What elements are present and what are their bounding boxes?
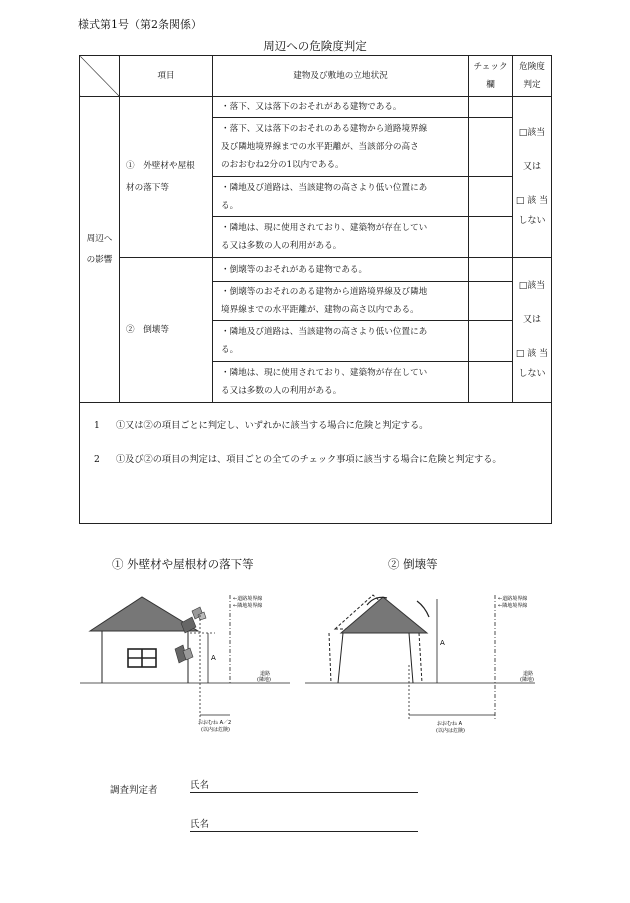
item-collapse: ② 倒壊等 — [120, 258, 213, 403]
header-situation: 建物及び敷地の立地状況 — [213, 56, 469, 97]
header-item: 項目 — [120, 56, 213, 97]
table-header-row — [80, 56, 552, 97]
check-box-cell[interactable] — [469, 177, 513, 217]
hazard-judgment-table — [79, 55, 552, 524]
table-row — [80, 97, 552, 118]
notes-row — [80, 403, 552, 524]
road-label: 道路 — [523, 671, 534, 677]
inspector-role-label: 調査判定者 — [110, 785, 158, 796]
falling-debris-icon — [175, 607, 206, 663]
condition-text: ・隣地は、現に使用されており、建築物が存在してい る又は多数の人の利用がある。 — [213, 362, 469, 403]
road-sublabel: (隣地) — [257, 677, 271, 683]
distance-sublabel: (以内は危険) — [201, 727, 230, 733]
condition-text: ・落下、又は落下のおそれのある建物から道路境界線 及び隣地境界線までの水平距離が、当該部分の高さ のおおむね2分の1以内である。 — [213, 118, 469, 177]
house-1-illustration — [90, 597, 198, 683]
figure-2-diagram — [305, 585, 550, 745]
check-box-cell[interactable] — [469, 258, 513, 282]
document-title: 周辺への危険度判定 — [263, 39, 367, 53]
name-field-1[interactable]: 氏名 — [190, 780, 418, 793]
check-box-cell[interactable] — [469, 118, 513, 177]
neighbor-boundary-label: ←隣地境界線 — [233, 603, 263, 609]
judgment-applicable[interactable]: □該当 — [518, 128, 546, 138]
check-box-cell[interactable] — [469, 282, 513, 321]
road-boundary-label: ←道路境界線 — [498, 596, 528, 602]
distance-label: おおむね A／2 — [198, 720, 232, 726]
road-label: 道路 — [260, 671, 271, 677]
figure-1-label: ① 外壁材や屋根材の落下等 — [112, 557, 254, 571]
notes-cell — [80, 403, 552, 524]
height-label: A — [440, 639, 445, 647]
category-cell: 周辺へ の影響 — [80, 97, 120, 403]
condition-text: ・倒壊等のおそれがある建物である。 — [213, 258, 469, 282]
judgment-not-applicable[interactable]: □ 該 当 しない — [515, 349, 549, 379]
note-1: 1 ①又は②の項目ごとに判定し、いずれかに該当する場合に危険と判定する。 — [94, 420, 429, 431]
item-exterior-fall: ① 外壁材や屋根 材の落下等 — [120, 97, 213, 258]
judgment-or: 又は — [522, 162, 541, 172]
header-check: チェック 欄 — [469, 56, 513, 97]
name-field-2[interactable]: 氏名 — [190, 819, 418, 832]
condition-text: ・倒壊等のおそれのある建物から道路境界線及び隣地 境界線までの水平距離が、建物の高さ以内である。 — [213, 282, 469, 321]
check-box-cell[interactable] — [469, 362, 513, 403]
judgment-cell-2[interactable] — [513, 258, 552, 403]
house-2-illustration — [329, 595, 429, 683]
note-2: 2 ①及び②の項目の判定は、項目ごとの全てのチェック事項に該当する場合に危険と判定する。 — [94, 454, 502, 465]
figure-2-label: ② 倒壊等 — [388, 557, 438, 571]
form-number: 様式第1号（第2条関係） — [78, 18, 202, 31]
check-box-cell[interactable] — [469, 97, 513, 118]
table-row — [80, 258, 552, 282]
figure-1-diagram — [80, 585, 305, 745]
condition-text: ・隣地は、現に使用されており、建築物が存在してい る又は多数の人の利用がある。 — [213, 217, 469, 258]
judgment-or: 又は — [522, 315, 541, 325]
condition-text: ・隣地及び道路は、当該建物の高さより低い位置にあ る。 — [213, 321, 469, 362]
check-box-cell[interactable] — [469, 217, 513, 258]
condition-text: ・隣地及び道路は、当該建物の高さより低い位置にあ る。 — [213, 177, 469, 217]
distance-label: おおむね A — [437, 721, 463, 727]
judgment-cell-1[interactable] — [513, 97, 552, 258]
check-box-cell[interactable] — [469, 321, 513, 362]
neighbor-boundary-label: ←隣地境界線 — [498, 603, 528, 609]
road-sublabel: (隣地) — [520, 677, 534, 683]
header-diagonal-cell — [80, 56, 120, 97]
distance-sublabel: (以内は危険) — [436, 728, 465, 734]
condition-text: ・落下、又は落下のおそれがある建物である。 — [213, 97, 469, 118]
judgment-applicable[interactable]: □該当 — [518, 281, 546, 291]
road-boundary-label: ←道路境界線 — [233, 596, 263, 602]
height-label: A — [211, 654, 216, 662]
header-judgment: 危険度 判定 — [513, 56, 552, 97]
judgment-not-applicable[interactable]: □ 該 当 しない — [515, 196, 549, 226]
